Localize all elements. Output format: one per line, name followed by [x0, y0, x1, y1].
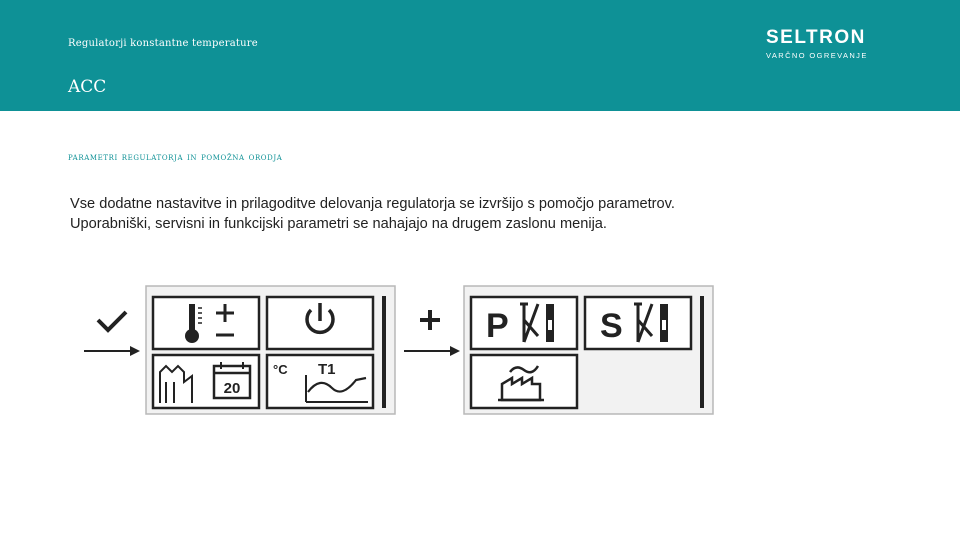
header-kicker: Regulatorji konstantne temperature	[68, 38, 258, 49]
factory-calendar-icon	[153, 355, 259, 408]
parameter-letter-s: S	[600, 307, 623, 345]
graph-t1-label: T1	[318, 361, 336, 378]
calendar-number: 20	[223, 380, 241, 397]
description-text: Vse dodatne nastavitve in prilagoditve delovanja regulatorja se izvršijo s pomočjo parametrov. Uporabniški, servisni in funkcijski parametri se nahajajo na drugem zaslonu menija.	[70, 196, 675, 232]
user-parameters-icon	[471, 297, 577, 349]
section-heading: parametri regulatorja in pomožna orodja	[68, 151, 283, 163]
thermometer-plus-minus-icon	[153, 297, 259, 349]
header-banner	[0, 0, 960, 111]
scrollbar	[700, 296, 704, 408]
temperature-graph-icon	[267, 355, 373, 408]
service-parameters-icon	[585, 297, 691, 349]
plus-icon	[420, 310, 440, 330]
graph-unit-label: °C	[273, 362, 288, 377]
arrow-right-icon	[404, 346, 460, 356]
seltron-logo	[766, 28, 868, 60]
menu-screen-2	[464, 286, 713, 414]
arrow-right-icon	[84, 346, 140, 356]
menu-screens-illustration	[80, 280, 720, 424]
logo-tagline: VARČNO OGREVANJE	[766, 51, 868, 60]
page-title: ACC	[68, 77, 107, 97]
checkmark-icon	[98, 312, 126, 330]
parameter-letter-p: P	[486, 307, 509, 345]
function-parameters-icon	[471, 355, 577, 408]
menu-screen-1	[146, 286, 395, 414]
scrollbar	[382, 296, 386, 408]
power-icon	[267, 297, 373, 349]
logo-wordmark: SELTRON	[766, 27, 866, 48]
